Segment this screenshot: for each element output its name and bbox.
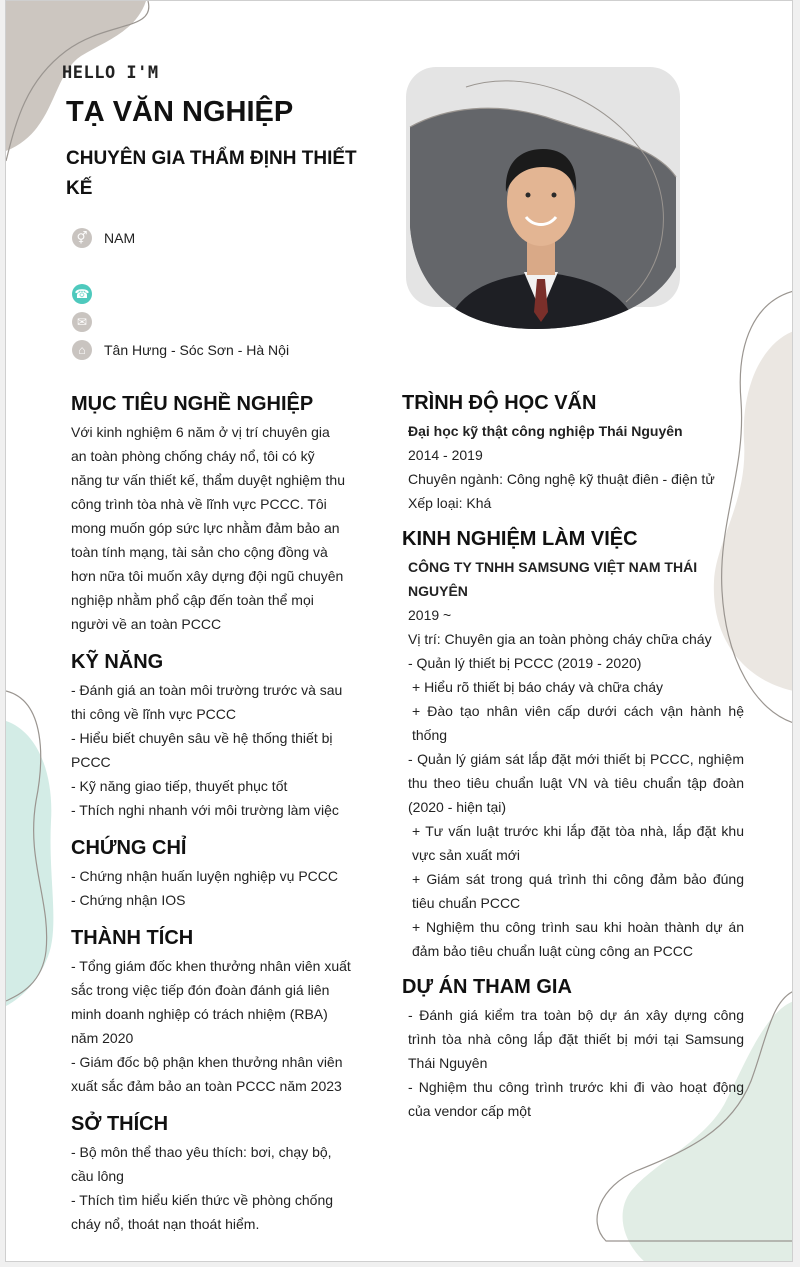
- project-item: - Nghiệm thu công trình trước khi đi vào hoạt động của vendor cấp một: [408, 1079, 744, 1119]
- section-projects: [402, 976, 744, 1123]
- career-goal-title: MỤC TIÊU NGHỀ NGHIỆP: [71, 393, 314, 415]
- contact-gender: [72, 228, 135, 248]
- career-goal-text: Với kinh nghiệm 6 năm ở vị trí chuyên gia an toàn phòng chống cháy nổ, tôi có kỹ năng tư vấn thiết kế, thẩm duyệt nghiệm thu công trình tòa nhà về lĩnh vực PCCC. Tôi mong muốn góp sức lực nhằm đảm bảo an toàn tính mạng, tài sản cho cộng đồng và hơn nữa tôi muốn xây dựng đội ngũ chuyên nghiệp nhằm phổ cập đến toàn thể mọi người về an toàn PCCC: [71, 424, 345, 632]
- achievement-item: - Giám đốc bộ phận khen thưởng nhân viên xuất sắc đảm bảo an toàn PCCC năm 2023: [71, 1054, 343, 1094]
- gender-value: NAM: [104, 230, 136, 246]
- skill-item: - Thích nghi nhanh với môi trường làm việc: [71, 802, 339, 818]
- experience-item: - Quản lý thiết bị PCCC (2019 - 2020): [408, 655, 642, 671]
- project-item: - Đánh giá kiểm tra toàn bộ dự án xây dựng công trình tòa nhà công lắp đặt thiết bị mới tại Samsung Thái Nguyên: [408, 1007, 744, 1071]
- address-value: Tân Hưng - Sóc Sơn - Hà Nội: [104, 342, 290, 358]
- hobbies-title: SỞ THÍCH: [71, 1113, 169, 1135]
- left-mint-blob: [6, 721, 53, 1006]
- profile-photo: [406, 67, 680, 329]
- education-school: Đại học kỹ thật công nghiệp Thái Nguyên: [408, 423, 683, 439]
- experience-company: CÔNG TY TNHH SAMSUNG VIỆT NAM THÁI NGUYÊN: [408, 559, 698, 599]
- experience-title: KINH NGHIỆM LÀM VIỆC: [402, 528, 638, 550]
- section-skills: [71, 651, 349, 822]
- experience-period: 2019 ~: [408, 607, 452, 623]
- experience-item: + Tư vấn luật trước khi lắp đặt tòa nhà, lắp đặt khu vực sản xuất mới: [412, 823, 744, 863]
- section-career-goal: [71, 393, 349, 636]
- cv-page: [5, 0, 793, 1262]
- projects-title: DỰ ÁN THAM GIA: [402, 976, 572, 998]
- experience-item: + Giám sát trong quá trình thi công đảm bảo đúng tiêu chuẩn PCCC: [412, 871, 744, 911]
- phone-icon: ☎: [72, 284, 92, 304]
- education-rank: Xếp loại: Khá: [408, 495, 492, 511]
- hello-label: HELLO I'M: [62, 63, 159, 83]
- experience-position: Vị trí: Chuyên gia an toàn phòng cháy chữa cháy: [408, 631, 712, 647]
- certificate-item: - Chứng nhận IOS: [71, 892, 186, 908]
- section-hobbies: [71, 1113, 349, 1236]
- education-years: 2014 - 2019: [408, 447, 483, 463]
- contact-email: [72, 312, 104, 332]
- skill-item: - Hiểu biết chuyên sâu về hệ thống thiết bị PCCC: [71, 730, 333, 770]
- gender-icon: ⚥: [72, 228, 92, 248]
- hobby-item: - Bộ môn thể thao yêu thích: bơi, chạy bộ, cầu lông: [71, 1144, 332, 1184]
- experience-item: + Hiểu rõ thiết bị báo cháy và chữa cháy: [412, 679, 664, 695]
- certificate-item: - Chứng nhận huấn luyện nghiệp vụ PCCC: [71, 868, 338, 884]
- section-certificates: [71, 837, 351, 912]
- certificates-title: CHỨNG CHỈ: [71, 837, 187, 859]
- achievements-title: THÀNH TÍCH: [71, 927, 194, 949]
- education-major: Chuyên ngành: Công nghệ kỹ thuật điên - điện tử: [408, 471, 715, 487]
- achievement-item: - Tổng giám đốc khen thưởng nhân viên xuất sắc trong việc tiếp đón đoàn đánh giá liên minh doanh nghiệp có trách nhiệm (RBA) năm 2020: [71, 958, 351, 1046]
- experience-item: - Quản lý giám sát lắp đặt mới thiết bị PCCC, nghiệm thu theo tiêu chuẩn luật VN và tiêu chuẩn tập đoàn (2020 - hiện tại): [408, 751, 744, 815]
- education-title: TRÌNH ĐỘ HỌC VẤN: [402, 392, 597, 414]
- home-icon: ⌂: [72, 340, 92, 360]
- skill-item: - Đánh giá an toàn môi trường trước và sau thi công về lĩnh vực PCCC: [71, 682, 343, 722]
- email-icon: ✉: [72, 312, 92, 332]
- experience-item: + Đào tạo nhân viên cấp dưới cách vận hành hệ thống: [412, 703, 744, 743]
- hobby-item: - Thích tìm hiểu kiến thức về phòng chống cháy nổ, thoát nạn thoát hiểm.: [71, 1192, 334, 1232]
- section-achievements: [71, 927, 353, 1098]
- skill-item: - Kỹ năng giao tiếp, thuyết phục tốt: [71, 778, 288, 794]
- candidate-name: TẠ VĂN NGHIỆP: [66, 96, 294, 128]
- skills-title: KỸ NĂNG: [71, 651, 164, 673]
- experience-item: + Nghiệm thu công trình sau khi hoàn thành dự án đảm bảo tiêu chuẩn luật cùng công an PCCC: [412, 919, 744, 959]
- contact-address: [72, 340, 289, 360]
- section-education: [402, 392, 747, 515]
- section-experience: [402, 528, 744, 963]
- candidate-role: CHUYÊN GIA THẨM ĐỊNH THIẾT KẾ: [66, 148, 357, 199]
- contact-phone: [72, 284, 104, 304]
